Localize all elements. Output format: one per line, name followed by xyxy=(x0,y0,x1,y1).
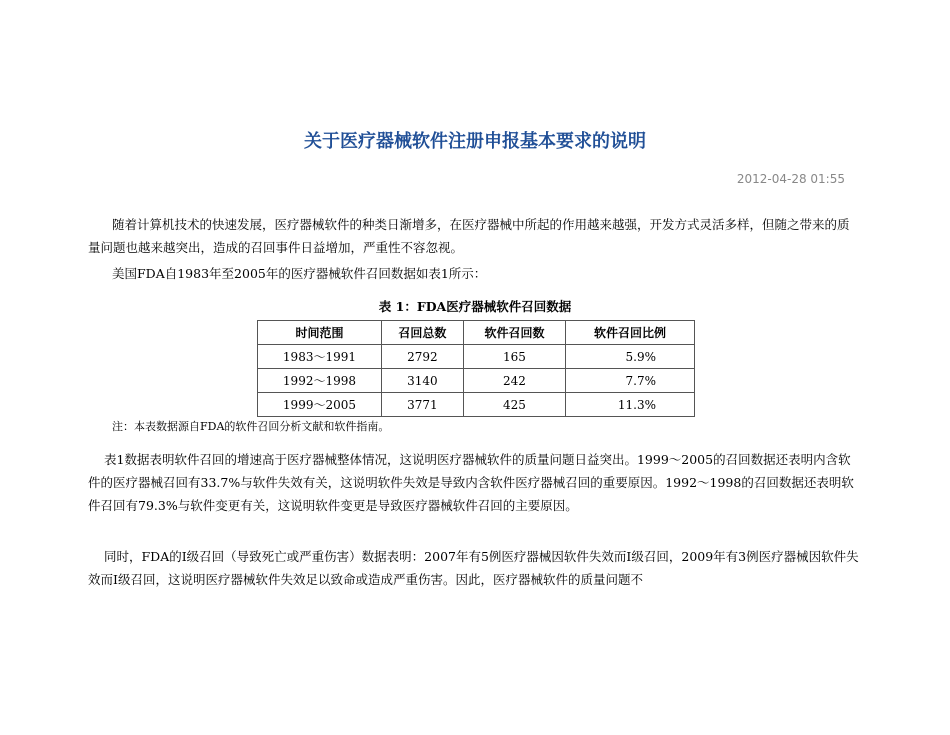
cell-software-ratio: 11.3% xyxy=(565,393,694,417)
cell-software-recalls: 425 xyxy=(463,393,565,417)
header-software-recalls: 软件召回数 xyxy=(463,321,565,345)
recall-data-table xyxy=(257,320,695,417)
class-one-recall-paragraph: 同时，FDA的Ⅰ级召回（导致死亡或严重伤害）数据表明：2007年有5例医疗器械因软件失效而Ⅰ级召回，2009年有3例医疗器械因软件失效而Ⅰ级召回，这说明医疗器械软件失效足以致命或造成严重伤害。因此，医疗器械软件的质量问题不 xyxy=(88,549,859,587)
table-note: 注：本表数据源自FDA的软件召回分析文献和软件指南。 xyxy=(112,420,390,433)
table-intro-paragraph: 美国FDA自1983年至2005年的医疗器械软件召回数据如表1所示： xyxy=(112,266,487,281)
cell-software-recalls: 242 xyxy=(463,369,565,393)
cell-time-range: 1992～1998 xyxy=(258,369,382,393)
intro-paragraph: 随着计算机技术的快速发展，医疗器械软件的种类日渐增多，在医疗器械中所起的作用越来越强，开发方式灵活多样，但随之带来的质量问题也越来越突出，造成的召回事件日益增加，严重性不容忽视。 xyxy=(88,217,850,255)
table-row xyxy=(258,369,695,393)
table-caption: 表 1：FDA医疗器械软件召回数据 xyxy=(378,299,572,314)
cell-software-ratio: 7.7% xyxy=(565,369,694,393)
table-header-row xyxy=(258,321,695,345)
cell-total-recalls: 2792 xyxy=(381,345,463,369)
cell-software-ratio: 5.9% xyxy=(565,345,694,369)
cell-time-range: 1983～1991 xyxy=(258,345,382,369)
header-total-recalls: 召回总数 xyxy=(381,321,463,345)
table-row xyxy=(258,345,695,369)
cell-total-recalls: 3771 xyxy=(381,393,463,417)
cell-total-recalls: 3140 xyxy=(381,369,463,393)
header-software-ratio: 软件召回比例 xyxy=(565,321,694,345)
cell-software-recalls: 165 xyxy=(463,345,565,369)
table-row xyxy=(258,393,695,417)
cell-time-range: 1999～2005 xyxy=(258,393,382,417)
analysis-paragraph: 表1数据表明软件召回的增速高于医疗器械整体情况，这说明医疗器械软件的质量问题日益突出。1999～2005的召回数据还表明内含软件的医疗器械召回有33.7%与软件失效有关，这说明软件失效是导致内含软件医疗器械召回的重要原因。1992～1998的召回数据还表明软件召回有79.3%与软件变更有关，这说明软件变更是导致医疗器械软件召回的主要原因。 xyxy=(88,452,854,513)
publish-date: 2012-04-28 01:55 xyxy=(736,172,845,186)
article-title: 关于医疗器械软件注册申报基本要求的说明 xyxy=(304,131,646,152)
header-time-range: 时间范围 xyxy=(258,321,382,345)
